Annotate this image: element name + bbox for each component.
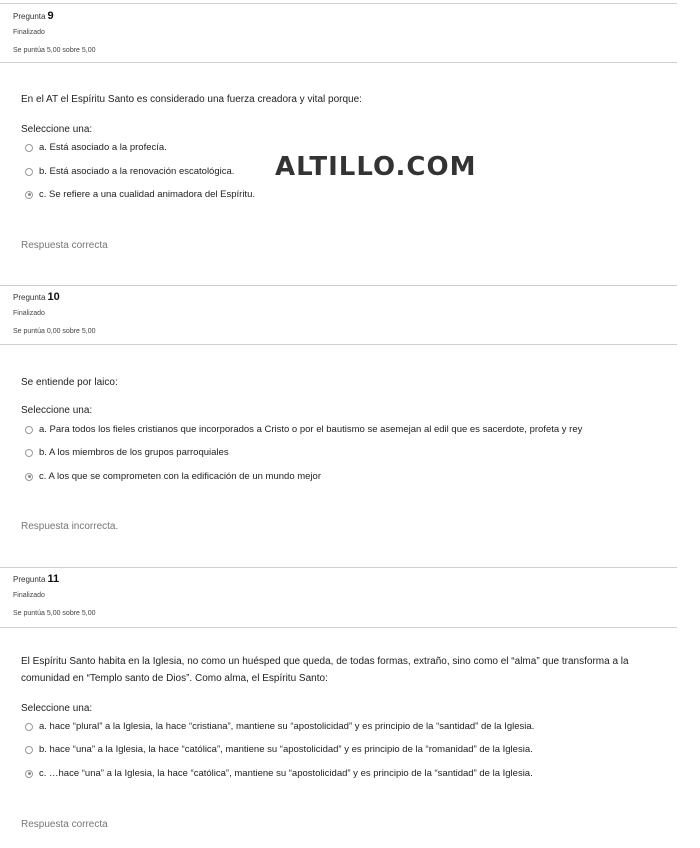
answer-prompt: Seleccione una: xyxy=(21,703,93,714)
question-label: Pregunta xyxy=(13,575,46,584)
question-state: Finalizado xyxy=(13,310,45,317)
radio-button[interactable] xyxy=(25,168,33,176)
answer-feedback: Respuesta incorrecta. xyxy=(21,521,119,532)
question-label: Pregunta xyxy=(13,12,46,21)
radio-button-selected[interactable] xyxy=(25,473,33,481)
answer-label: c. …hace “una” a la Iglesia, la hace “católica”, mantiene su “apostolicidad” y es principio de la “santidad” de la Iglesia. xyxy=(39,768,533,779)
answer-option-b[interactable] xyxy=(25,744,533,755)
radio-button[interactable] xyxy=(25,144,33,152)
question-grade: Se puntúa 5,00 sobre 5,00 xyxy=(13,610,96,617)
question-number-value: 9 xyxy=(47,10,54,22)
answer-label: a. Está asociado a la profecía. xyxy=(39,142,167,153)
radio-button-selected[interactable] xyxy=(25,770,33,778)
question-number-value: 10 xyxy=(47,291,60,303)
question-info xyxy=(0,567,677,628)
answer-option-a[interactable] xyxy=(25,721,534,732)
answer-option-a[interactable] xyxy=(25,424,582,435)
question-number-value: 11 xyxy=(47,573,60,585)
answer-option-c[interactable] xyxy=(25,189,255,200)
question-label: Pregunta xyxy=(13,293,46,302)
answer-label: b. Está asociado a la renovación escatológica. xyxy=(39,166,235,177)
answer-option-b[interactable] xyxy=(25,166,234,177)
radio-button[interactable] xyxy=(25,746,33,754)
question-grade: Se puntúa 0,00 sobre 5,00 xyxy=(13,328,96,335)
question-grade: Se puntúa 5,00 sobre 5,00 xyxy=(13,47,96,54)
answer-option-b[interactable] xyxy=(25,447,229,458)
answer-prompt: Seleccione una: xyxy=(21,405,93,416)
answer-feedback: Respuesta correcta xyxy=(21,240,108,251)
question-text: En el AT el Espíritu Santo es considerado una fuerza creadora y vital porque: xyxy=(21,94,362,105)
radio-button[interactable] xyxy=(25,449,33,457)
question-text: Se entiende por laico: xyxy=(21,377,118,388)
answer-label: a. hace “plural” a la Iglesia, la hace “cristiana”, mantiene su “apostolicidad” y es principio de la “santidad” de la Iglesia. xyxy=(39,721,535,732)
answer-label: c. A los que se comprometen con la edificación de un mundo mejor xyxy=(39,471,321,482)
question-text: El Espíritu Santo habita en la Iglesia, no como un huésped que queda, de todas formas, extraño, sino como el “alma” que transforma a la comunidad en “Templo santo de Dios”. Como alma, el Espíritu Santo: xyxy=(21,656,629,684)
radio-button[interactable] xyxy=(25,426,33,434)
radio-button[interactable] xyxy=(25,723,33,731)
answer-label: a. Para todos los fieles cristianos que incorporados a Cristo o por el bautismo se asemejan al edil que es sacerdote, profeta y rey xyxy=(39,424,583,435)
radio-button-selected[interactable] xyxy=(25,191,33,199)
answer-prompt: Seleccione una: xyxy=(21,124,93,135)
question-state: Finalizado xyxy=(13,29,45,36)
question-number xyxy=(13,10,54,22)
question-info xyxy=(0,4,677,63)
answer-option-a[interactable] xyxy=(25,142,167,153)
answer-option-c[interactable] xyxy=(25,768,533,779)
answer-feedback: Respuesta correcta xyxy=(21,819,108,830)
question-state: Finalizado xyxy=(13,592,45,599)
question-number xyxy=(13,291,60,303)
answer-label: c. Se refiere a una cualidad animadora del Espíritu. xyxy=(39,189,255,200)
answer-option-c[interactable] xyxy=(25,471,321,482)
answer-label: b. A los miembros de los grupos parroquiales xyxy=(39,447,229,458)
question-number xyxy=(13,573,59,585)
answer-label: b. hace “una” a la Iglesia, la hace “católica”, mantiene su “apostolicidad” y es principio de la “romanidad” de la Iglesia. xyxy=(39,744,533,755)
watermark: ALTILLO.COM xyxy=(275,152,477,182)
question-info xyxy=(0,285,677,345)
